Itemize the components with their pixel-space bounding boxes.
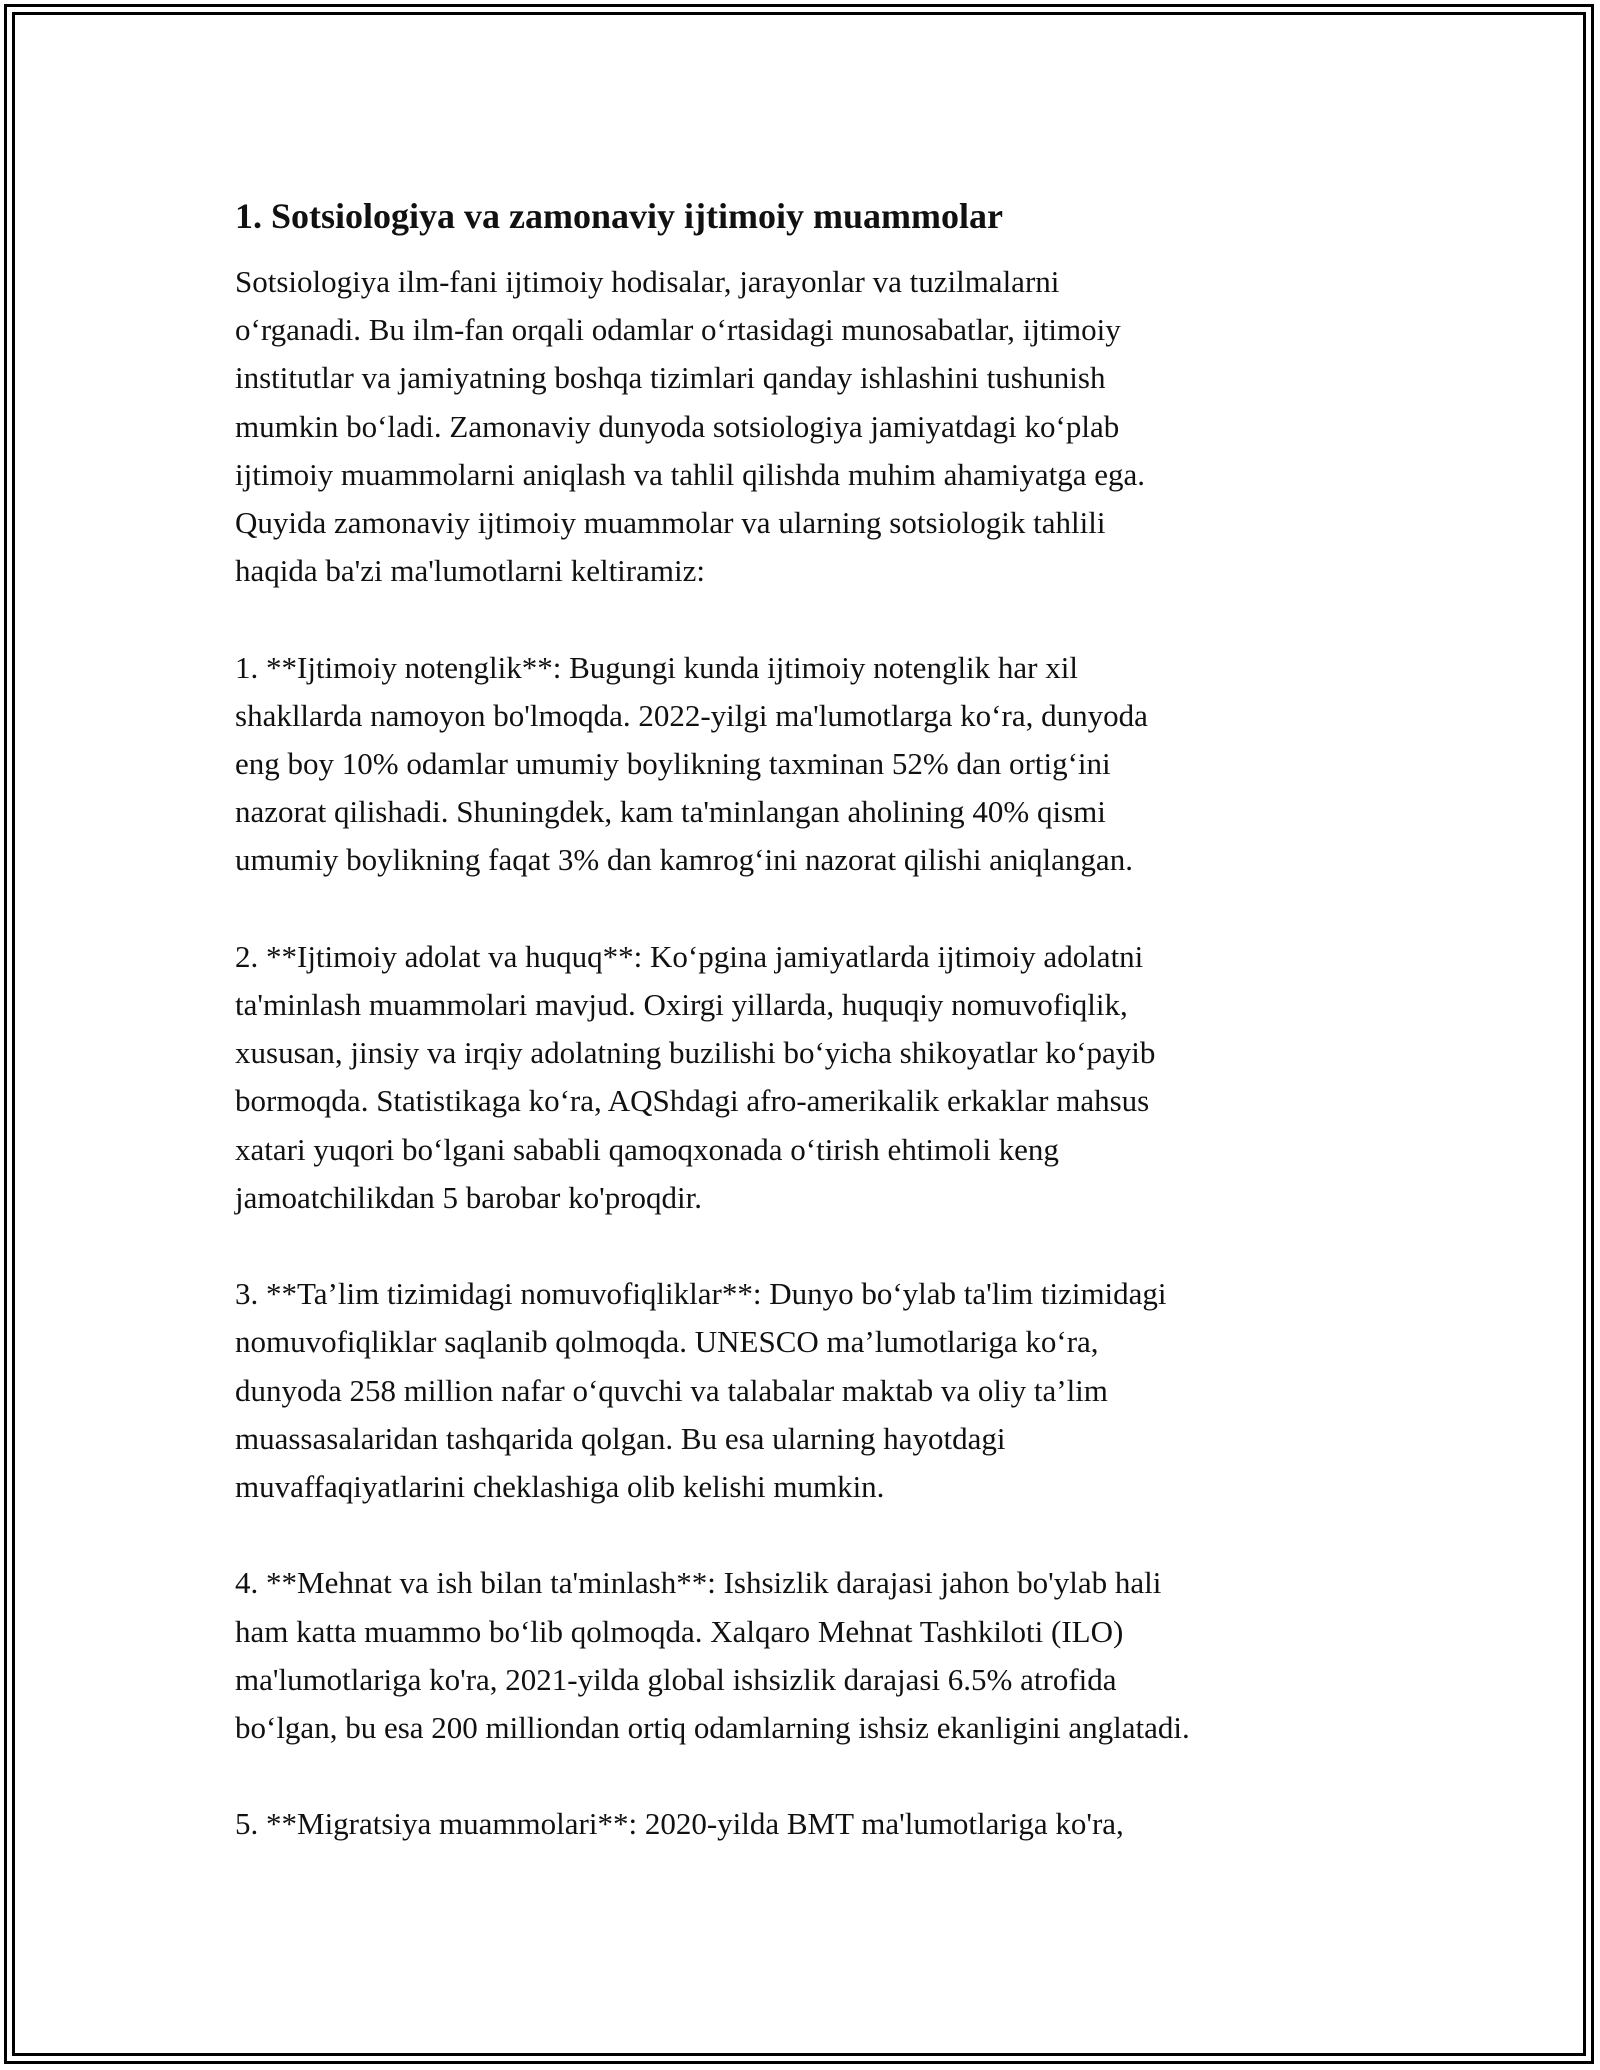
section-title: 1. Sotsiologiya va zamonaviy ijtimoiy muammolar (235, 196, 1003, 236)
list-item-social-inequality: 1. **Ijtimoiy notenglik**: Bugungi kunda ijtimoiy notenglik har xil shakllarda namoyon bo'lmoqda. 2022-yilgi ma'lumotlarga ko‘ra, dunyoda eng boy 10% odamlar umumiy boylikning taxminan 52% dan ortig‘ini nazorat qilishadi. Shuningdek, kam ta'minlangan aholining 40% qismi umumiy boylikning faqat 3% dan kamrog‘ini nazorat qilishi aniqlangan. (235, 649, 1148, 878)
list-item-employment: 4. **Mehnat va ish bilan ta'minlash**: Ishsizlik darajasi jahon bo'ylab hali ham katta muammo bo‘lib qolmoqda. Xalqaro Mehnat Tashkiloti (ILO) ma'lumotlariga ko'ra, 2021-yilda global ishsizlik darajasi 6.5% atrofida bo‘lgan, bu esa 200 milliondan ortiq odamlarning ishsiz ekanligini anglatadi. (235, 1565, 1190, 1746)
list-item-migration: 5. **Migratsiya muammolari**: 2020-yilda BMT ma'lumotlariga ko'ra, (235, 1806, 1124, 1842)
intro-paragraph: Sotsiologiya ilm-fani ijtimoiy hodisalar, jarayonlar va tuzilmalarni o‘rganadi. Bu ilm-fan orqali odamlar o‘rtasidagi munosabatlar, ijtimoiy institutlar va jamiyatning boshqa tizimlari qanday ishlashini tushunish mumkin bo‘ladi. Zamonaviy dunyoda sotsiologiya jamiyatdagi ko‘plab ijtimoiy muammolarni aniqlash va tahlil qilishda muhim ahamiyatga ega. Quyida zamonaviy ijtimoiy muammolar va ularning sotsiologik tahlili haqida ba'zi ma'lumotlarni keltiramiz: (235, 264, 1146, 589)
list-item-social-justice: 2. **Ijtimoiy adolat va huquq**: Ko‘pgina jamiyatlarda ijtimoiy adolatni ta'minlash muammolari mavjud. Oxirgi yillarda, huquqiy nomuvofiqlik, xususan, jinsiy va irqiy adolatning buzilishi bo‘yicha shikoyatlar ko‘payib bormoqda. Statistikaga ko‘ra, AQShdagi afro-amerikalik erkaklar mahsus xatari yuqori bo‘lgani sababli qamoqxonada o‘tirish ehtimoli keng jamoatchilikdan 5 barobar ko'proqdir. (235, 938, 1156, 1215)
list-item-education: 3. **Ta’lim tizimidagi nomuvofiqliklar**: Dunyo bo‘ylab ta'lim tizimidagi nomuvofiqliklar saqlanib qolmoqda. UNESCO ma’lumotlariga ko‘ra, dunyoda 258 million nafar o‘quvchi va talabalar maktab va oliy ta’lim muassasalaridan tashqarida qolgan. Bu esa ularning hayotdagi muvaffaqiyatlarini cheklashiga olib kelishi mumkin. (235, 1276, 1167, 1505)
document-body (235, 190, 1365, 1897)
